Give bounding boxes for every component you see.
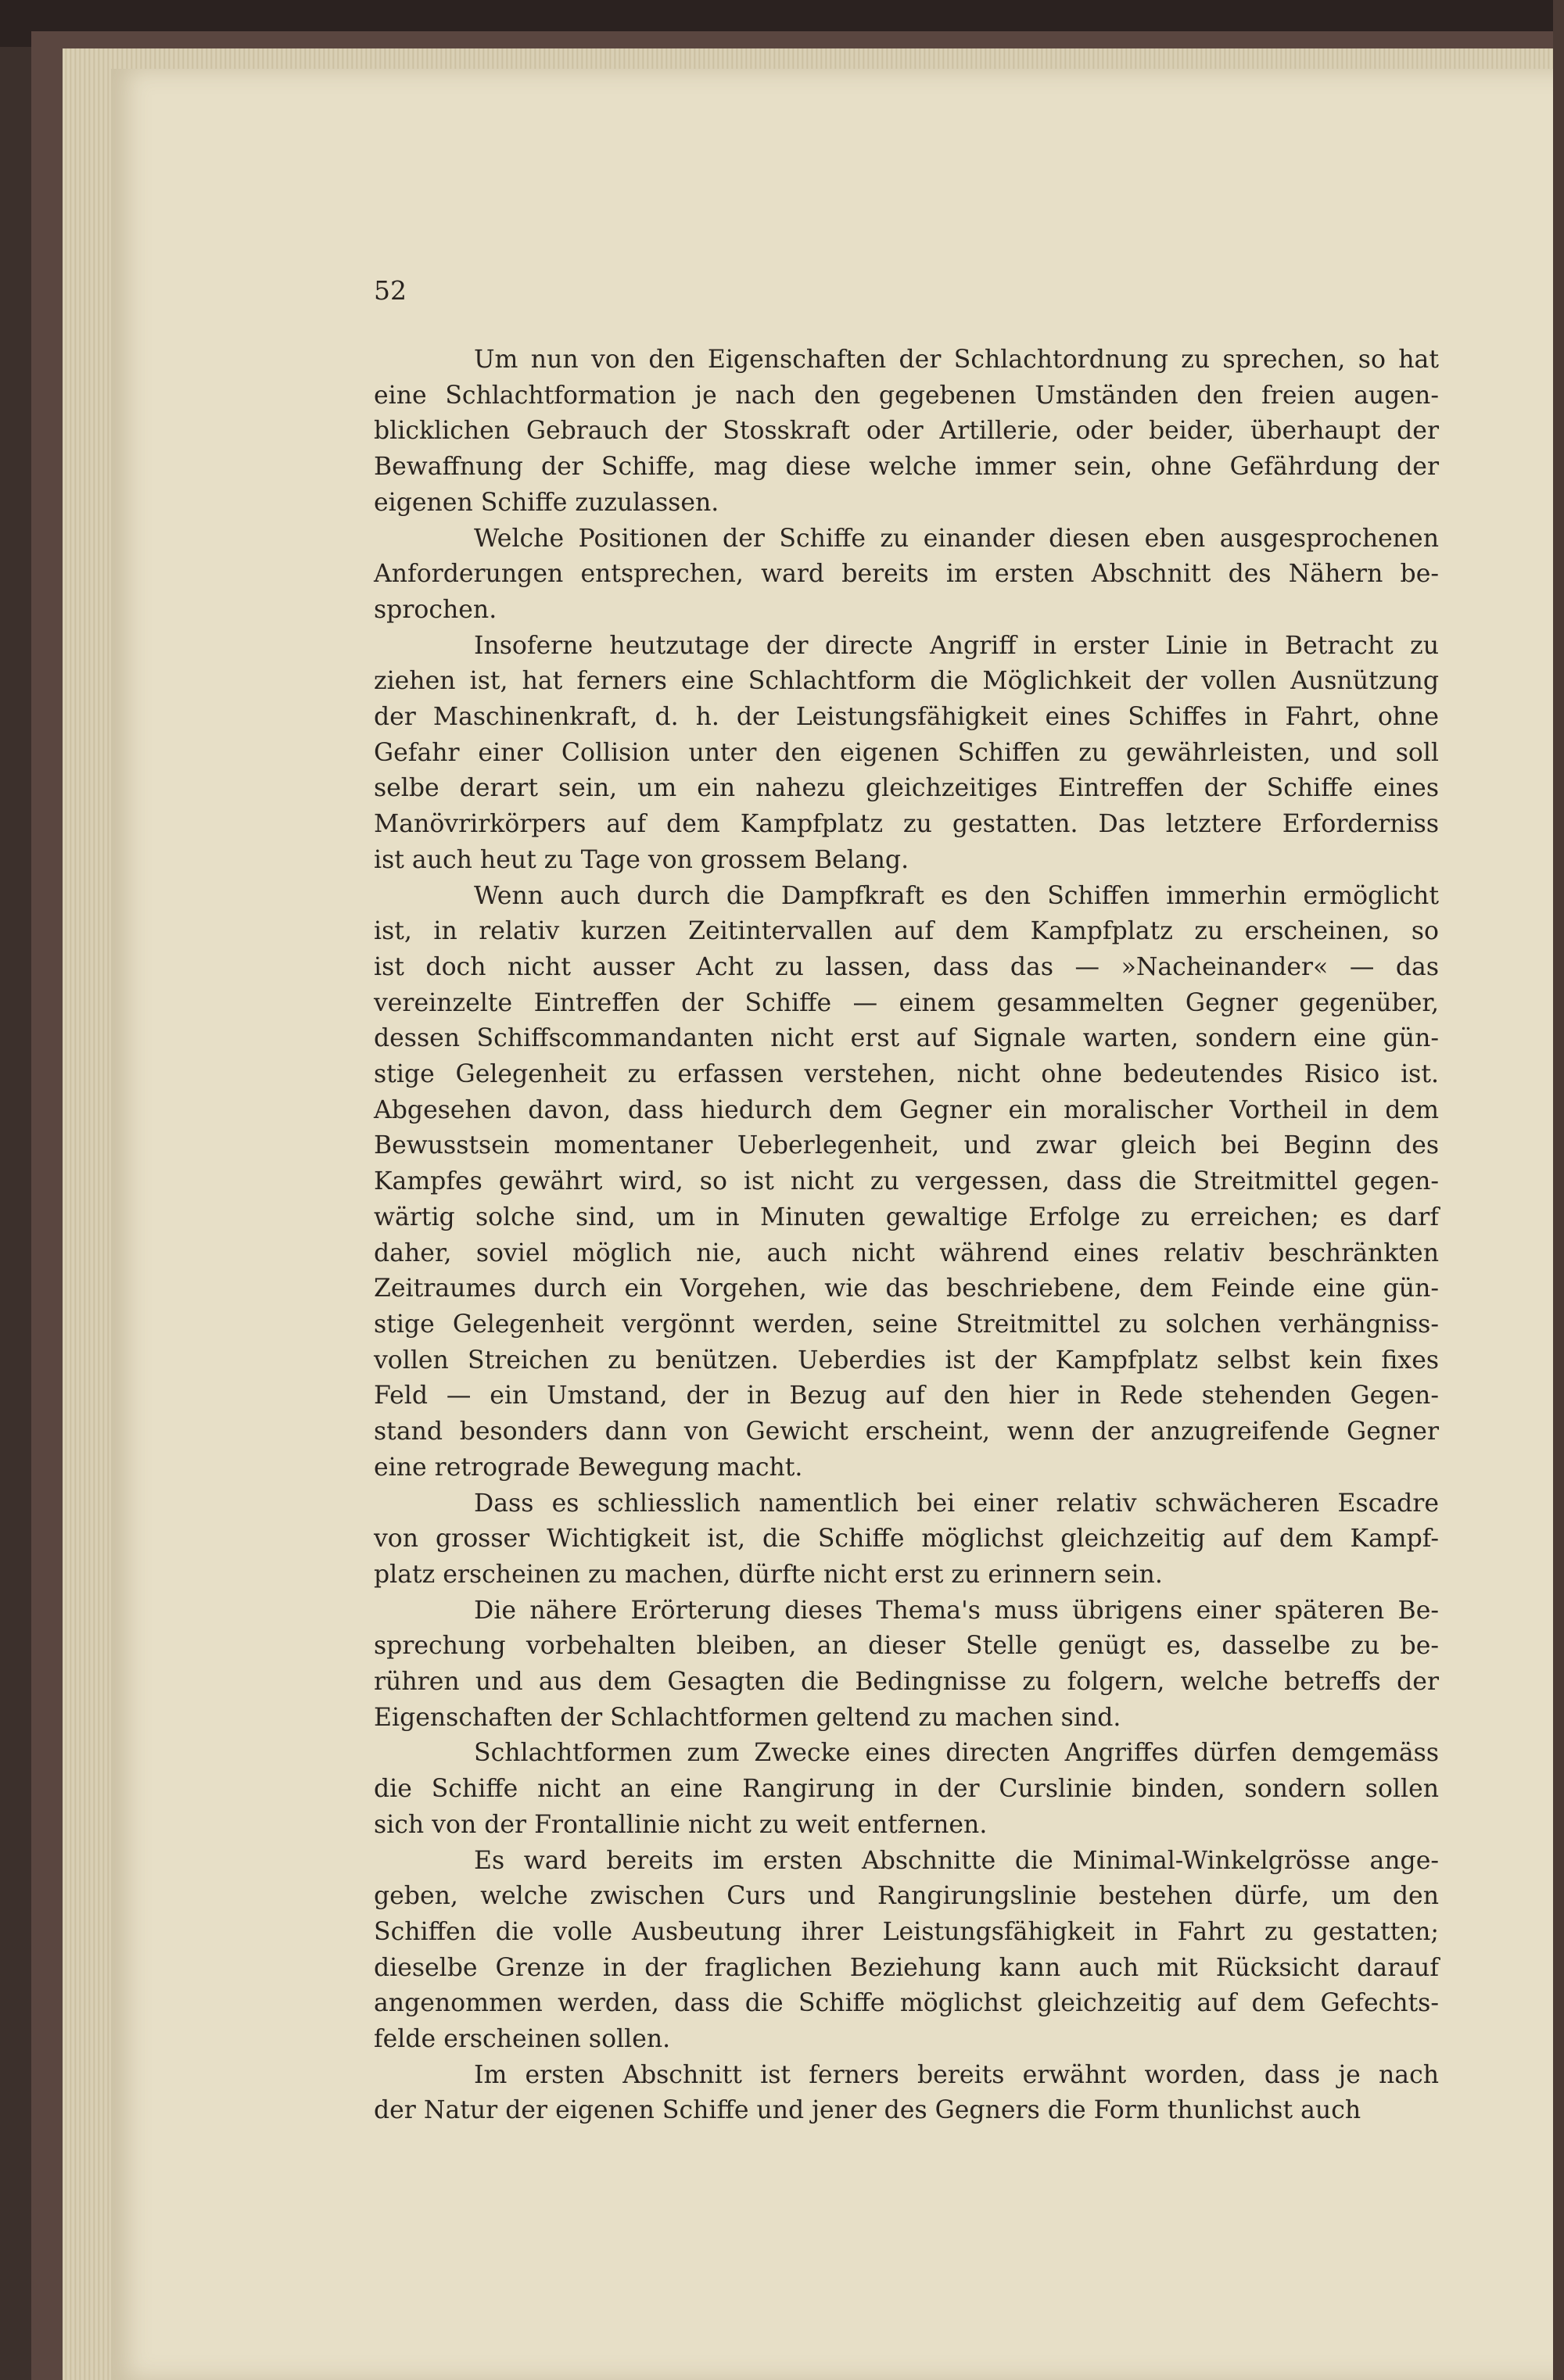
text-line: Welche Positionen der Schiffe zu einander diesen eben ausgesprochenen — [474, 524, 1439, 553]
text-line: Dass es schliesslich namentlich bei einer relativ schwächeren Escadre — [474, 1489, 1439, 1518]
text-line: Anforderungen entsprechen, ward bereits im ersten Abschnitt des Nähern be- — [374, 560, 1439, 589]
text-line: angenommen werden, dass die Schiffe möglichst gleichzeitig auf dem Gefechts- — [374, 1989, 1439, 2018]
text-line: ziehen ist, hat ferners eine Schlachtform die Möglichkeit der vollen Ausnützung — [374, 667, 1439, 696]
text-line: blicklichen Gebrauch der Stosskraft oder Artillerie, oder beider, überhaupt der — [374, 417, 1439, 446]
text-line: ist doch nicht ausser Acht zu lassen, dass das — »Nacheinander« — das — [374, 952, 1439, 981]
text-line: eine Schlachtformation je nach den gegebenen Umständen den freien augen- — [374, 381, 1439, 410]
paragraph — [374, 522, 1439, 629]
paragraph — [374, 1844, 1439, 2058]
binding-right-edge — [1553, 0, 1564, 2380]
text-line: ist, in relativ kurzen Zeitintervallen auf dem Kampfplatz zu erscheinen, so — [374, 917, 1439, 946]
text-line: stige Gelegenheit vergönnt werden, seine Streitmittel zu solchen verhängniss- — [374, 1310, 1439, 1339]
body-text — [374, 342, 1439, 2129]
text-line: Feld — ein Umstand, der in Bezug auf den hier in Rede stehenden Gegen- — [374, 1382, 1439, 1410]
text-line: Manövrirkörpers auf dem Kampfplatz zu gestatten. Das letztere Erforderniss — [374, 810, 1439, 839]
text-line: Abgesehen davon, dass hiedurch dem Gegner ein moralischer Vortheil in dem — [374, 1095, 1439, 1124]
page-number: 52 — [374, 275, 407, 306]
text-line: Kampfes gewährt wird, so ist nicht zu vergessen, dass die Streitmittel gegen- — [374, 1167, 1439, 1196]
text-line: vereinzelte Eintreffen der Schiffe — einem gesammelten Gegner gegenüber, — [374, 988, 1439, 1017]
text-line: vollen Streichen zu benützen. Ueberdies ist der Kampfplatz selbst kein fixes — [374, 1346, 1439, 1375]
paragraph — [374, 629, 1439, 879]
text-line: Schiffen die volle Ausbeutung ihrer Leistungsfähigkeit in Fahrt zu gestatten; — [374, 1917, 1439, 1946]
paragraph — [374, 2058, 1439, 2129]
text-line: von grosser Wichtigkeit ist, die Schiffe möglichst gleichzeitig auf dem Kampf- — [374, 1525, 1439, 1554]
text-line: ist auch heut zu Tage von grossem Belang. — [374, 845, 909, 874]
text-line: Wenn auch durch die Dampfkraft es den Schiffen immerhin ermöglicht — [474, 881, 1439, 910]
paragraph — [374, 1486, 1439, 1593]
text-line: Schlachtformen zum Zwecke eines directen Angriffes dürfen demgemäss — [474, 1739, 1439, 1768]
text-line: Eigenschaften der Schlachtformen geltend zu machen sind. — [374, 1703, 1121, 1732]
text-line: stige Gelegenheit zu erfassen verstehen, nicht ohne bedeutendes Risico ist. — [374, 1060, 1439, 1089]
text-line: rühren und aus dem Gesagten die Bedingnisse zu folgern, welche betreffs der — [374, 1668, 1439, 1697]
paragraph — [374, 1736, 1439, 1843]
text-line: felde erscheinen sollen. — [374, 2025, 671, 2054]
text-line: der Maschinenkraft, d. h. der Leistungsfähigkeit eines Schiffes in Fahrt, ohne — [374, 703, 1439, 732]
text-line: Die nähere Erörterung dieses Thema's muss übrigens einer späteren Be- — [474, 1596, 1439, 1625]
text-line: daher, soviel möglich nie, auch nicht während eines relativ beschränkten — [374, 1238, 1439, 1267]
text-line: Es ward bereits im ersten Abschnitte die Minimal-Winkelgrösse ange- — [474, 1846, 1439, 1875]
text-line: sprechung vorbehalten bleiben, an dieser Stelle genügt es, dasselbe zu be- — [374, 1632, 1439, 1661]
text-line: platz erscheinen zu machen, dürfte nicht erst zu erinnern sein. — [374, 1560, 1163, 1589]
text-line: Im ersten Abschnitt ist ferners bereits erwähnt worden, dass je nach — [474, 2060, 1439, 2089]
paragraph — [374, 1593, 1439, 1737]
text-line: sich von der Frontallinie nicht zu weit entfernen. — [374, 1810, 988, 1839]
text-line: dieselbe Grenze in der fraglichen Beziehung kann auch mit Rücksicht darauf — [374, 1953, 1439, 1982]
paragraph — [374, 879, 1439, 1486]
text-line: die Schiffe nicht an eine Rangirung in der Curslinie binden, sondern sollen — [374, 1775, 1439, 1804]
text-line: Bewusstsein momentaner Ueberlegenheit, und zwar gleich bei Beginn des — [374, 1131, 1439, 1160]
paragraph — [374, 342, 1439, 522]
text-line: Bewaffnung der Schiffe, mag diese welche immer sein, ohne Gefährdung der — [374, 453, 1439, 482]
text-line: eigenen Schiffe zuzulassen. — [374, 488, 719, 517]
text-line: der Natur der eigenen Schiffe und jener des Gegners die Form thunlichst auch — [374, 2096, 1361, 2125]
text-line: Gefahr einer Collision unter den eigenen Schiffen zu gewährleisten, und soll — [374, 738, 1439, 767]
text-line: selbe derart sein, um ein nahezu gleichzeitiges Eintreffen der Schiffe eines — [374, 774, 1439, 803]
text-line: sprochen. — [374, 595, 497, 624]
text-line: wärtig solche sind, um in Minuten gewaltige Erfolge zu erreichen; es darf — [374, 1203, 1439, 1231]
text-line: geben, welche zwischen Curs und Rangirungslinie bestehen dürfe, um den — [374, 1882, 1439, 1911]
text-line: stand besonders dann von Gewicht erscheint, wenn der anzugreifende Gegner — [374, 1418, 1439, 1446]
text-line: dessen Schiffscommandanten nicht erst auf Signale warten, sondern eine gün- — [374, 1024, 1439, 1053]
text-line: eine retrograde Bewegung macht. — [374, 1453, 803, 1482]
text-line: Um nun von den Eigenschaften der Schlachtordnung zu sprechen, so hat — [474, 346, 1439, 374]
text-line: Insoferne heutzutage der directe Angriff in erster Linie in Betracht zu — [474, 631, 1439, 660]
text-line: Zeitraumes durch ein Vorgehen, wie das beschriebene, dem Feinde eine gün- — [374, 1274, 1439, 1303]
